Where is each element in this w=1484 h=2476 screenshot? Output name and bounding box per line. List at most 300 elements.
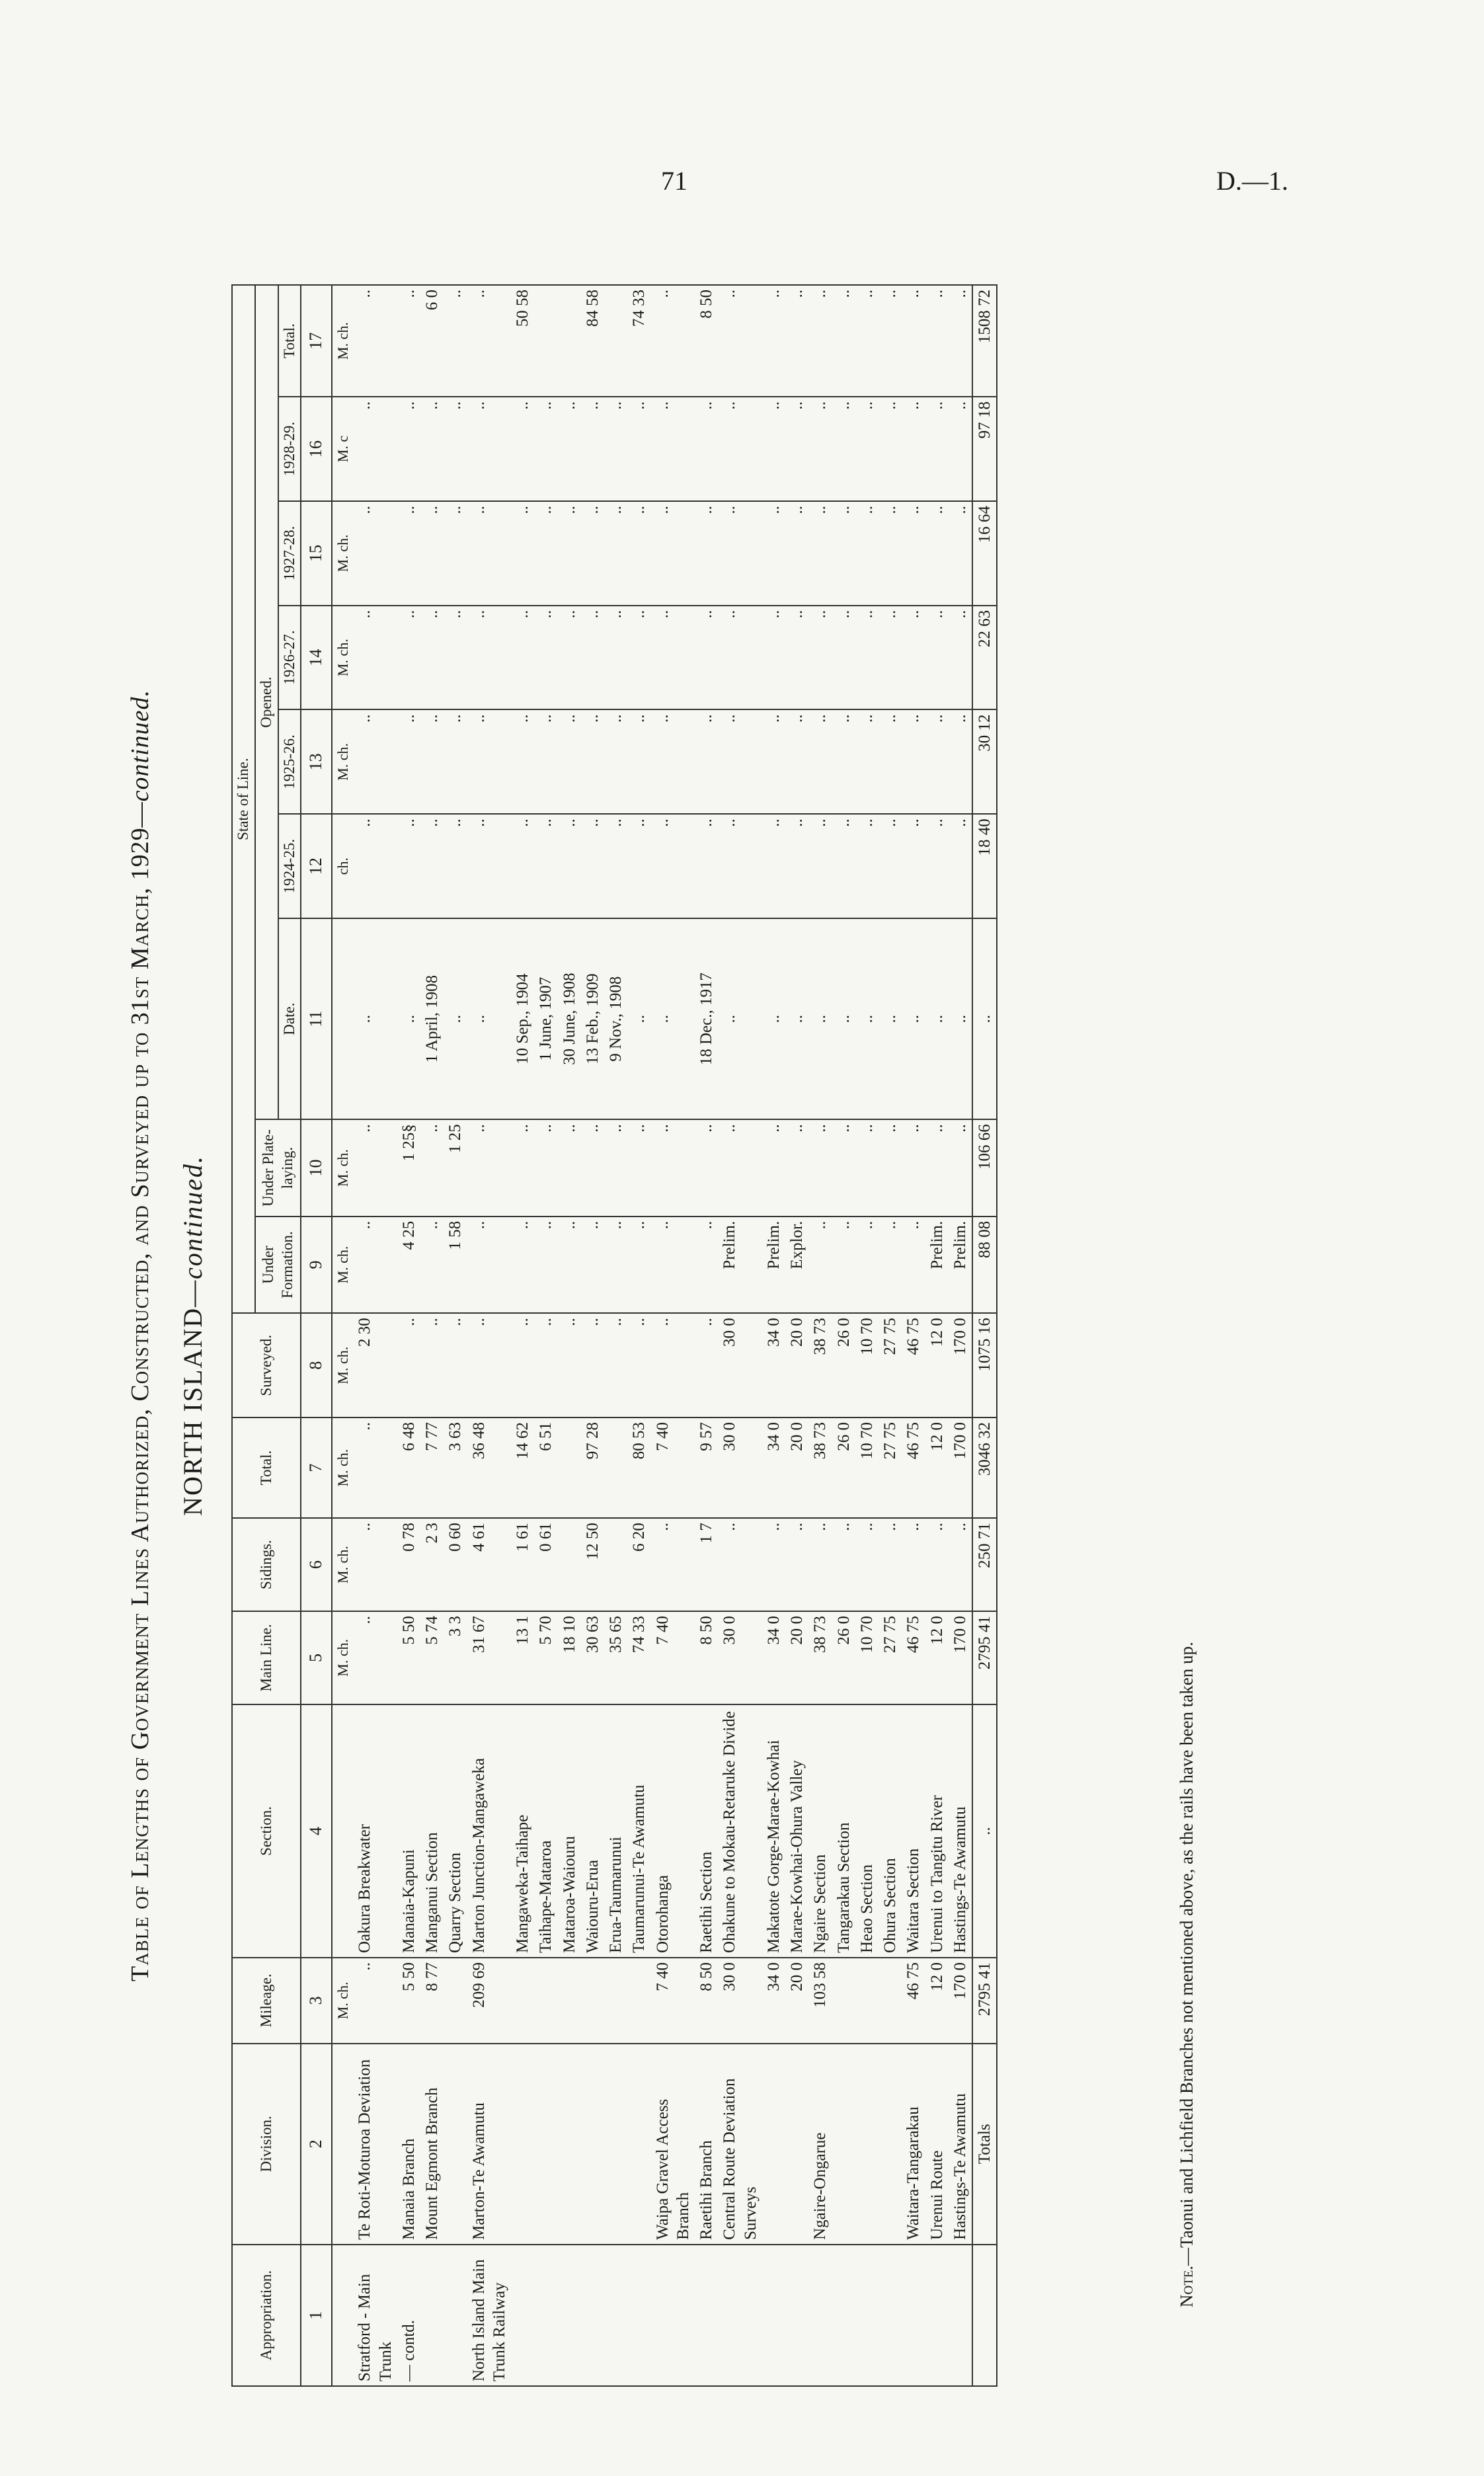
cell-under-platelaying: .. [353,1119,397,1217]
cell-sidings: .. [832,1518,855,1611]
cell-opened-1925-26: .. [695,709,718,814]
cell-mileage: 8 50 [695,1958,718,2044]
totals-cell-date: .. [972,918,997,1119]
cell-opened-total: .. [762,285,785,397]
table-row [879,285,902,2386]
unit-label: M. ch. [332,1418,354,1518]
cell-division [762,2044,785,2245]
unit-label: M. ch. [332,1611,354,1704]
cell-total: 36 48 [467,1418,512,1518]
cell-date: 1 April, 1908 [420,918,444,1119]
cell-opened-1924-25: .. [511,814,534,918]
cell-opened-1926-27: .. [604,606,627,710]
cell-surveyed: .. [534,1313,557,1418]
lines-table [231,284,997,2387]
cell-under-formation: .. [808,1217,832,1314]
table-title-main: Table of Lengths of Government Lines Authorized, Constructed, and Surveyed up to 31st March, 1929— [126,801,154,1981]
column-number: 5 [301,1611,332,1704]
cell-under-formation: .. [627,1217,650,1314]
cell-section: Mangaweka-Taihape [511,1704,534,1958]
cell-main-line: 38 73 [808,1611,832,1704]
cell-division [627,2044,650,2245]
cell-under-platelaying: .. [855,1119,879,1217]
cell-section: Quarry Section [444,1704,467,1958]
cell-section: Erua-Taumarunui [604,1704,627,1958]
cell-opened-1925-26: .. [832,709,855,814]
cell-section: Tangarakau Section [832,1704,855,1958]
table-row [397,285,420,2386]
cell-main-line: 3 3 [444,1611,467,1704]
cell-opened-1927-28: .. [627,501,650,606]
totals-cell-sidings: 250 71 [972,1518,997,1611]
unit-label: M. ch. [332,1119,354,1217]
cell-opened-1927-28: .. [925,501,949,606]
cell-division [581,2044,604,2245]
unit-label [332,1704,354,1958]
column-number: 6 [301,1518,332,1611]
table-row [467,285,512,2386]
cell-opened-1928-29: .. [762,397,785,501]
cell-appropriation [558,2245,581,2386]
cell-opened-1927-28: .. [604,501,627,606]
cell-opened-total: .. [902,285,925,397]
cell-opened-total: .. [925,285,949,397]
header-total: Total. [232,1418,301,1518]
cell-appropriation: Stratford - Main Trunk [353,2245,397,2386]
cell-opened-total: .. [467,285,512,397]
cell-total: 80 53 [627,1418,650,1518]
cell-total: 6 48 [397,1418,420,1518]
cell-opened-1924-25: .. [353,814,397,918]
cell-date: .. [832,918,855,1119]
cell-opened-1924-25: .. [651,814,695,918]
cell-total: 7 40 [651,1418,695,1518]
cell-opened-1927-28: .. [949,501,972,606]
cell-opened-1926-27: .. [902,606,925,710]
cell-under-formation: Prelim. [949,1217,972,1314]
cell-opened-total: .. [353,285,397,397]
page-number: 71 [661,166,687,196]
cell-appropriation [879,2245,902,2386]
header-mileage: Mileage. [232,1958,301,2044]
cell-total [604,1418,627,1518]
cell-opened-1924-25: .. [397,814,420,918]
cell-division: Urenui Route [925,2044,949,2245]
header-1927-28: 1927-28. [278,501,301,606]
cell-opened-1926-27: .. [397,606,420,710]
cell-mileage: 209 69 [467,1958,512,2044]
cell-appropriation [902,2245,925,2386]
cell-total: 38 73 [808,1418,832,1518]
cell-under-platelaying: .. [627,1119,650,1217]
cell-section: Mataroa-Waiouru [558,1704,581,1958]
cell-division: Raetihi Branch [695,2044,718,2245]
cell-date: .. [762,918,785,1119]
cell-mileage [444,1958,467,2044]
cell-division [785,2044,808,2245]
cell-main-line: 5 70 [534,1611,557,1704]
cell-opened-1925-26: .. [511,709,534,814]
cell-opened-1928-29: .. [695,397,718,501]
table-row [558,285,581,2386]
cell-mileage [581,1958,604,2044]
cell-date: .. [855,918,879,1119]
cell-surveyed: .. [444,1313,467,1418]
cell-section: Urenui to Tangitu River [925,1704,949,1958]
cell-total: 170 0 [949,1418,972,1518]
header-1924-25: 1924-25. [278,814,301,918]
cell-division: Te Roti-Moturoa Deviation [353,2044,397,2245]
cell-surveyed: 46 75 [902,1313,925,1418]
cell-opened-1924-25: .. [949,814,972,918]
cell-opened-1928-29: .. [581,397,604,501]
cell-mileage: 170 0 [949,1958,972,2044]
cell-division [832,2044,855,2245]
cell-opened-total: 74 33 [627,285,650,397]
cell-surveyed: .. [420,1313,444,1418]
cell-division: Hastings-Te Awamutu [949,2044,972,2245]
cell-appropriation [949,2245,972,2386]
cell-section: Manganui Section [420,1704,444,1958]
cell-opened-1926-27: .. [651,606,695,710]
cell-date: 1 June, 1907 [534,918,557,1119]
totals-row [972,285,997,2386]
cell-main-line: 13 1 [511,1611,534,1704]
cell-total: 46 75 [902,1418,925,1518]
table-row [855,285,879,2386]
cell-main-line: 31 67 [467,1611,512,1704]
cell-opened-1927-28: .. [785,501,808,606]
header-sidings: Sidings. [232,1518,301,1611]
table-subtitle [177,284,208,2387]
cell-total: 9 57 [695,1418,718,1518]
cell-main-line: .. [353,1611,397,1704]
header-opened: Opened. [255,285,278,1119]
cell-surveyed: 34 0 [762,1313,785,1418]
cell-opened-total: 8 50 [695,285,718,397]
cell-opened-1926-27: .. [511,606,534,710]
table-title-suffix: continued. [126,690,154,802]
totals-cell-division: Totals [972,2044,997,2245]
cell-under-formation: .. [651,1217,695,1314]
cell-section: Ohakune to Mokau-Retaruke Divide [718,1704,762,1958]
cell-date: 9 Nov., 1908 [604,918,627,1119]
cell-appropriation [925,2245,949,2386]
header-1926-27: 1926-27. [278,606,301,710]
cell-opened-1925-26: .. [855,709,879,814]
cell-opened-1928-29: .. [785,397,808,501]
cell-opened-total: .. [444,285,467,397]
cell-under-platelaying: .. [879,1119,902,1217]
cell-sidings: .. [718,1518,762,1611]
table-row [420,285,444,2386]
cell-under-formation: .. [534,1217,557,1314]
cell-total [558,1418,581,1518]
cell-date: .. [925,918,949,1119]
cell-sidings: .. [925,1518,949,1611]
cell-under-platelaying: .. [420,1119,444,1217]
cell-under-formation: .. [879,1217,902,1314]
table-row [785,285,808,2386]
cell-appropriation [855,2245,879,2386]
column-number: 15 [301,501,332,606]
cell-opened-total: .. [785,285,808,397]
cell-opened-1928-29: .. [925,397,949,501]
cell-opened-1928-29: .. [627,397,650,501]
cell-opened-1928-29: .. [353,397,397,501]
table-row [581,285,604,2386]
cell-division: Waipa Gravel Access Branch [651,2044,695,2245]
header-date: Date. [278,918,301,1119]
cell-sidings: 2 3 [420,1518,444,1611]
cell-opened-total [558,285,581,397]
cell-sidings [604,1518,627,1611]
cell-opened-1926-27: .. [855,606,879,710]
cell-sidings: .. [949,1518,972,1611]
cell-division [511,2044,534,2245]
unit-label: M. ch. [332,709,354,814]
cell-under-formation: Prelim. [925,1217,949,1314]
table-row [902,285,925,2386]
cell-opened-1925-26: .. [444,709,467,814]
document-reference: D.—1. [1216,166,1288,196]
cell-opened-1928-29: .. [718,397,762,501]
table-row [651,285,695,2386]
cell-date: .. [651,918,695,1119]
cell-opened-1927-28: .. [534,501,557,606]
table-row [925,285,949,2386]
cell-date: .. [902,918,925,1119]
cell-date: .. [879,918,902,1119]
cell-opened-1927-28: .. [420,501,444,606]
cell-division: Ngaire-Ongarue [808,2044,832,2245]
cell-under-platelaying: .. [925,1119,949,1217]
cell-main-line: 170 0 [949,1611,972,1704]
cell-opened-1925-26: .. [534,709,557,814]
totals-cell-surveyed: 1075 16 [972,1313,997,1418]
cell-under-platelaying: .. [902,1119,925,1217]
table-title [126,284,155,2387]
cell-opened-total [534,285,557,397]
table-row [444,285,467,2386]
cell-surveyed: .. [651,1313,695,1418]
cell-section: Taumarunui-Te Awamutu [627,1704,650,1958]
cell-opened-1927-28: .. [762,501,785,606]
cell-appropriation [627,2245,650,2386]
footnote [1177,1642,1197,2307]
cell-appropriation [651,2245,695,2386]
cell-section: Heao Section [855,1704,879,1958]
cell-date: 30 June, 1908 [558,918,581,1119]
cell-opened-1927-28: .. [695,501,718,606]
cell-surveyed: 30 0 [718,1313,762,1418]
cell-opened-1925-26: .. [581,709,604,814]
unit-label: M. ch. [332,1518,354,1611]
totals-cell-main-line: 2795 41 [972,1611,997,1704]
unit-label: M. ch. [332,501,354,606]
cell-opened-1927-28: .. [718,501,762,606]
cell-mileage [855,1958,879,2044]
cell-opened-1928-29: .. [420,397,444,501]
cell-total: 10 70 [855,1418,879,1518]
cell-opened-1924-25: .. [855,814,879,918]
totals-cell-opened-1928-29: 97 18 [972,397,997,501]
cell-sidings: .. [855,1518,879,1611]
cell-under-platelaying: 1 25 [444,1119,467,1217]
cell-main-line: 30 0 [718,1611,762,1704]
cell-opened-1926-27: .. [534,606,557,710]
cell-opened-1927-28: .. [581,501,604,606]
cell-opened-1925-26: .. [718,709,762,814]
unit-label [332,2044,354,2245]
cell-appropriation [718,2245,762,2386]
cell-division: Mount Egmont Branch [420,2044,444,2245]
table-subtitle-main: NORTH ISLAND— [178,1279,208,1516]
cell-date: .. [397,918,420,1119]
cell-under-formation: 4 25 [397,1217,420,1314]
unit-label [332,2245,354,2386]
cell-total: 27 75 [879,1418,902,1518]
cell-mileage: 103 58 [808,1958,832,2044]
cell-section: Waiouru-Erua [581,1704,604,1958]
cell-section: Ohura Section [879,1704,902,1958]
column-number: 7 [301,1418,332,1518]
column-number: 3 [301,1958,332,2044]
table-row [511,285,534,2386]
cell-total: 26 0 [832,1418,855,1518]
cell-opened-1928-29: .. [879,397,902,501]
cell-opened-1924-25: .. [627,814,650,918]
cell-opened-1924-25: .. [832,814,855,918]
cell-division [534,2044,557,2245]
cell-mileage: 8 77 [420,1958,444,2044]
cell-division: Waitara-Tangarakau [902,2044,925,2245]
cell-opened-total: 84 58 [581,285,604,397]
cell-sidings: 0 60 [444,1518,467,1611]
cell-section: Taihape-Mataroa [534,1704,557,1958]
cell-opened-1926-27: .. [718,606,762,710]
cell-sidings: .. [902,1518,925,1611]
unit-label [332,918,354,1119]
cell-appropriation [604,2245,627,2386]
cell-opened-1926-27: .. [879,606,902,710]
unit-label: M. ch. [332,606,354,710]
column-number: 4 [301,1704,332,1958]
cell-sidings: .. [762,1518,785,1611]
cell-under-formation: .. [902,1217,925,1314]
cell-appropriation [511,2245,534,2386]
cell-opened-1924-25: .. [558,814,581,918]
cell-opened-1925-26: .. [902,709,925,814]
cell-main-line: 34 0 [762,1611,785,1704]
cell-main-line: 46 75 [902,1611,925,1704]
cell-division: Manaia Branch [397,2044,420,2245]
cell-under-platelaying: .. [785,1119,808,1217]
cell-opened-1928-29: .. [558,397,581,501]
cell-opened-1925-26: .. [353,709,397,814]
cell-opened-total [604,285,627,397]
cell-appropriation [832,2245,855,2386]
cell-date: .. [627,918,650,1119]
cell-opened-total: .. [718,285,762,397]
cell-main-line: 20 0 [785,1611,808,1704]
cell-under-platelaying: .. [651,1119,695,1217]
cell-opened-1927-28: .. [832,501,855,606]
cell-opened-total: 50 58 [511,285,534,397]
cell-sidings: .. [651,1518,695,1611]
header-section: Section. [232,1704,301,1958]
totals-cell-under-formation: 88 08 [972,1217,997,1314]
cell-date: 13 Feb., 1909 [581,918,604,1119]
cell-surveyed: .. [467,1313,512,1418]
header-1925-26: 1925-26. [278,709,301,814]
unit-label: M. ch. [332,1313,354,1418]
cell-surveyed: 38 73 [808,1313,832,1418]
cell-opened-1926-27: .. [785,606,808,710]
cell-mileage [832,1958,855,2044]
cell-opened-1928-29: .. [949,397,972,501]
cell-section: Otorohanga [651,1704,695,1958]
cell-surveyed: 26 0 [832,1313,855,1418]
cell-opened-1925-26: .. [397,709,420,814]
cell-appropriation [534,2245,557,2386]
cell-section: Hastings-Te Awamutu [949,1704,972,1958]
column-number: 12 [301,814,332,918]
table-row [808,285,832,2386]
cell-mileage: 5 50 [397,1958,420,2044]
cell-opened-1927-28: .. [855,501,879,606]
unit-label: ch. [332,814,354,918]
table-row [695,285,718,2386]
cell-under-platelaying: .. [604,1119,627,1217]
cell-under-formation: .. [855,1217,879,1314]
cell-section: Marton Junction-Mangaweka [467,1704,512,1958]
cell-opened-1926-27: .. [762,606,785,710]
totals-cell-total: 3046 32 [972,1418,997,1518]
cell-opened-1927-28: .. [879,501,902,606]
cell-opened-1926-27: .. [627,606,650,710]
cell-opened-1924-25: .. [808,814,832,918]
cell-sidings: 12 50 [581,1518,604,1611]
cell-opened-1925-26: .. [558,709,581,814]
cell-opened-1924-25: .. [695,814,718,918]
cell-date: .. [808,918,832,1119]
cell-division [855,2044,879,2245]
totals-cell-opened-1925-26: 30 12 [972,709,997,814]
cell-mileage: .. [353,1958,397,2044]
cell-opened-1925-26: .. [949,709,972,814]
unit-label: M. ch. [332,1217,354,1314]
cell-total: 6 51 [534,1418,557,1518]
totals-cell-under-platelaying: 106 66 [972,1119,997,1217]
cell-section: Raetihi Section [695,1704,718,1958]
cell-main-line: 10 70 [855,1611,879,1704]
cell-total: .. [353,1418,397,1518]
unit-label: M. ch. [332,1958,354,2044]
cell-date: .. [785,918,808,1119]
cell-opened-1926-27: .. [444,606,467,710]
cell-opened-1924-25: .. [604,814,627,918]
cell-sidings: .. [879,1518,902,1611]
table-row [534,285,557,2386]
cell-opened-1928-29: .. [902,397,925,501]
cell-mileage [604,1958,627,2044]
cell-opened-1924-25: .. [444,814,467,918]
cell-surveyed: 20 0 [785,1313,808,1418]
cell-main-line: 5 50 [397,1611,420,1704]
cell-total: 30 0 [718,1418,762,1518]
table-row [832,285,855,2386]
